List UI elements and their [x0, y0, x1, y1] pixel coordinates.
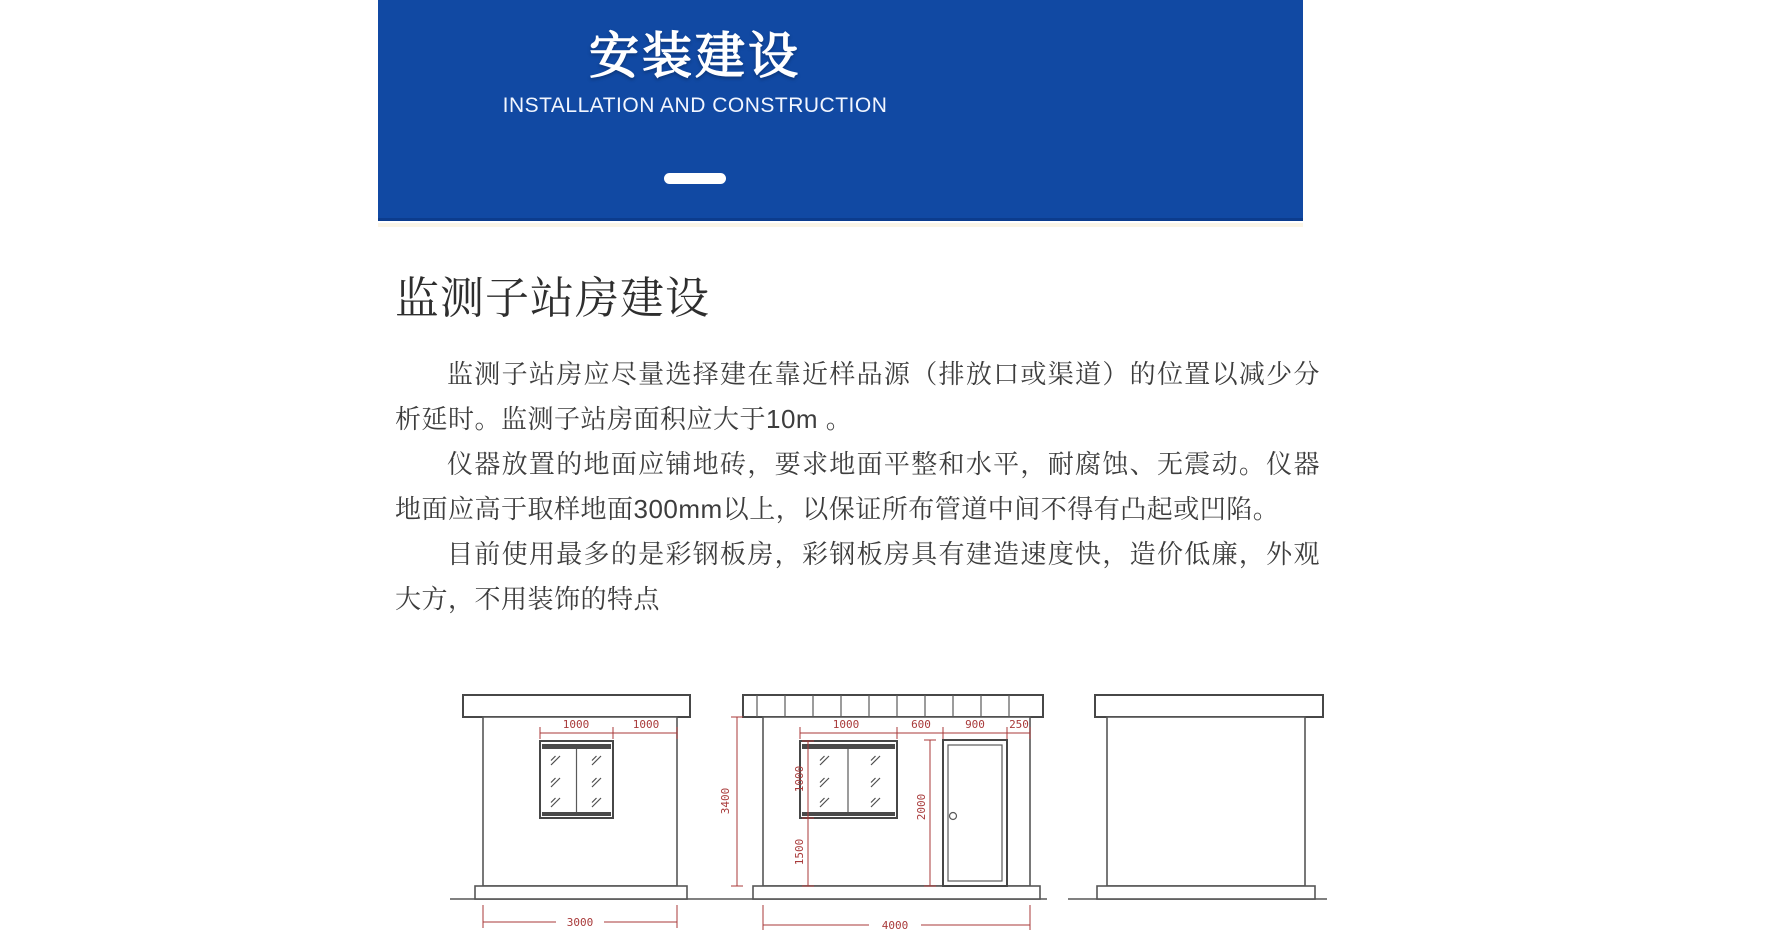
dim-window-width: 1000 — [832, 718, 860, 731]
base-plinth — [475, 886, 687, 899]
dim-total-width: 3000 — [566, 916, 594, 929]
dimension-width — [483, 905, 677, 929]
dimension-width — [763, 905, 1030, 932]
dim-window-to-wall: 1000 — [632, 718, 660, 731]
banner-title: 安装建设 — [589, 28, 801, 84]
dim-door-to-wall: 250 — [1009, 718, 1029, 731]
dim-wall-height: 3400 — [719, 787, 732, 815]
base-plinth — [753, 886, 1040, 899]
elevation-right — [1095, 695, 1323, 899]
dim-window-width: 1000 — [562, 718, 590, 731]
roof-slab — [743, 695, 1043, 717]
paragraph-color-steel-house: 目前使用最多的是彩钢板房，彩钢板房具有建造速度快，造价低廉，外观大方，不用装饰的特点 — [395, 539, 1320, 614]
dim-window-sill-height: 1500 — [793, 838, 806, 866]
section-title: 监测子站房建设 — [395, 274, 710, 323]
door — [943, 740, 1007, 886]
dim-window-to-door: 600 — [911, 718, 931, 731]
paragraphs — [395, 352, 1320, 622]
elevation-middle — [719, 695, 1043, 932]
banner-subtitle: INSTALLATION AND CONSTRUCTION — [502, 94, 888, 117]
construction-drawings — [378, 648, 1330, 943]
dim-door-height: 2000 — [915, 793, 928, 821]
dim-total-width: 4000 — [881, 919, 909, 932]
dim-door-width: 900 — [965, 718, 985, 731]
base-plinth — [1097, 886, 1315, 899]
window — [540, 741, 613, 818]
window — [800, 741, 897, 818]
roof-slab — [463, 695, 690, 717]
wall — [1107, 717, 1305, 886]
elevation-left — [463, 695, 690, 929]
dim-window-height: 1000 — [793, 765, 806, 793]
paragraph-site-location: 监测子站房应尽量选择建在靠近样品源（排放口或渠道）的位置以减少分析延时。监测子站房面积应大于10m 。 — [395, 359, 1320, 434]
paragraph-floor-requirements: 仪器放置的地面应铺地砖，要求地面平整和水平，耐腐蚀、无震动。仪器地面应高于取样地面300mm以上，以保证所布管道中间不得有凸起或凹陷。 — [395, 449, 1320, 524]
roof-slab — [1095, 695, 1323, 717]
